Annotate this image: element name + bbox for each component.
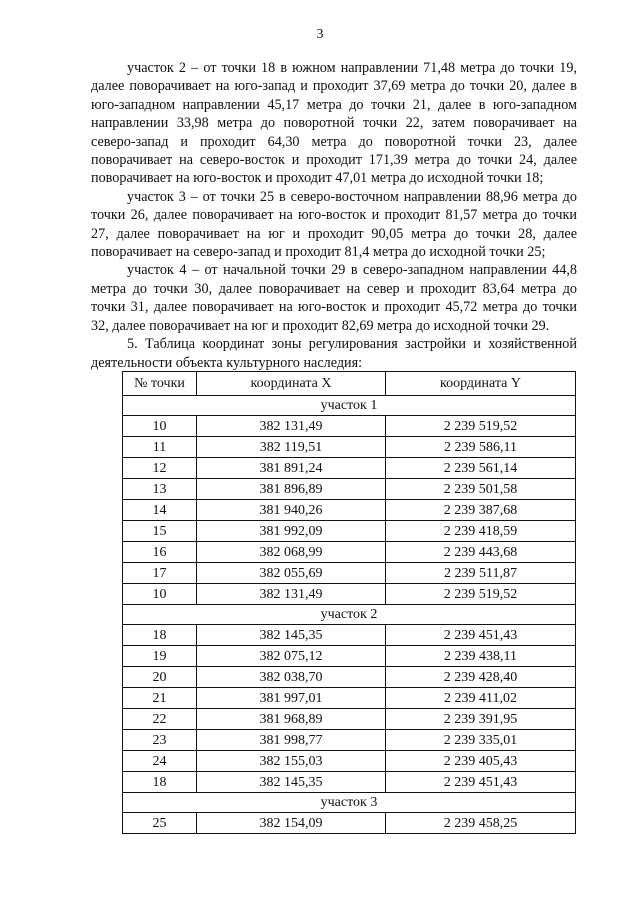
cell-point-number: 22 [123,709,197,730]
cell-coordinate-y: 2 239 405,43 [386,751,576,772]
cell-coordinate-x: 381 891,24 [197,458,386,479]
cell-coordinate-x: 381 998,77 [197,730,386,751]
table-row [123,625,576,646]
paragraph-section-3: участок 3 – от точки 25 в северо-восточном направлении 88,96 метра до точки 26, далее поворачивает на юго-восток и проходит 81,57 метра до точки 27, далее поворачивает на юг и проходит 90,05 метра до точки 28, далее поворачивает на северо-запад и проходит 81,4 метра до исходной точки 25; [91,188,577,261]
cell-point-number: 14 [123,500,197,521]
cell-point-number: 19 [123,646,197,667]
table-row [123,813,576,834]
cell-coordinate-x: 382 038,70 [197,667,386,688]
cell-coordinate-x: 382 131,49 [197,584,386,605]
table-row [123,500,576,521]
cell-coordinate-x: 382 055,69 [197,563,386,584]
coordinates-table [122,371,576,834]
cell-point-number: 17 [123,563,197,584]
cell-point-number: 23 [123,730,197,751]
cell-point-number: 10 [123,584,197,605]
cell-point-number: 24 [123,751,197,772]
header-coordinate-y: координата Y [386,372,576,396]
section-header-row [123,793,576,813]
table-row [123,667,576,688]
cell-coordinate-x: 382 155,03 [197,751,386,772]
table-row [123,772,576,793]
cell-coordinate-y: 2 239 443,68 [386,542,576,563]
cell-coordinate-y: 2 239 519,52 [386,416,576,437]
cell-coordinate-y: 2 239 438,11 [386,646,576,667]
table-row [123,563,576,584]
cell-coordinate-x: 382 068,99 [197,542,386,563]
cell-coordinate-y: 2 239 451,43 [386,772,576,793]
table-row [123,458,576,479]
cell-coordinate-y: 2 239 387,68 [386,500,576,521]
cell-coordinate-y: 2 239 335,01 [386,730,576,751]
table-row [123,646,576,667]
cell-coordinate-x: 382 145,35 [197,772,386,793]
cell-coordinate-y: 2 239 458,25 [386,813,576,834]
cell-point-number: 11 [123,437,197,458]
section-title: участок 3 [123,793,576,813]
section-title: участок 2 [123,605,576,625]
paragraph-table-intro: 5. Таблица координат зоны регулирования застройки и хозяйственной деятельности объекта культурного наследия: [91,336,577,371]
table-row [123,542,576,563]
cell-coordinate-y: 2 239 428,40 [386,667,576,688]
page-number: 3 [316,27,324,42]
section-header-row [123,396,576,416]
table-row [123,730,576,751]
table-body [123,396,576,834]
cell-coordinate-x: 381 896,89 [197,479,386,500]
cell-point-number: 16 [123,542,197,563]
table-row [123,709,576,730]
cell-coordinate-x: 382 131,49 [197,416,386,437]
cell-point-number: 12 [123,458,197,479]
cell-point-number: 20 [123,667,197,688]
cell-coordinate-x: 381 992,09 [197,521,386,542]
header-point-number: № точки [123,372,197,396]
paragraph-section-4: участок 4 – от начальной точки 29 в северо-западном направлении 44,8 метра до точки 30, далее поворачивает на север и проходит 83,64 метра до точки 31, далее поворачивает на юго-восток и проходит 45,72 метра до точки 32, далее поворачивает на юг и проходит 82,69 метра до исходной точки 29. [91,262,577,334]
paragraph-section-2: участок 2 – от точки 18 в южном направлении 71,48 метра до точки 19, далее поворачивает на юго-запад и проходит 37,69 метра до точки 20, далее в юго-западном направлении 45,17 метра до точки 21, далее в юго-западном направлении 33,98 метра до поворотной точки 22, затем поворачивает на северо-запад и проходит 64,30 метра до поворотной точки 23, далее поворачивает на северо-восток и проходит 171,39 метра до точки 24, далее поворачивает на юго-восток и проходит 47,01 метра до исходной точки 18; [91,60,577,187]
cell-coordinate-x: 382 154,09 [197,813,386,834]
cell-coordinate-x: 381 968,89 [197,709,386,730]
table-row [123,688,576,709]
cell-coordinate-x: 381 940,26 [197,500,386,521]
cell-coordinate-x: 382 145,35 [197,625,386,646]
cell-coordinate-x: 381 997,01 [197,688,386,709]
cell-coordinate-y: 2 239 519,52 [386,584,576,605]
table-row [123,521,576,542]
cell-coordinate-y: 2 239 561,14 [386,458,576,479]
cell-point-number: 21 [123,688,197,709]
table-row [123,751,576,772]
table-row [123,584,576,605]
cell-point-number: 25 [123,813,197,834]
table-header-row [123,372,576,396]
cell-coordinate-y: 2 239 511,87 [386,563,576,584]
cell-point-number: 15 [123,521,197,542]
section-title: участок 1 [123,396,576,416]
cell-coordinate-x: 382 075,12 [197,646,386,667]
cell-coordinate-x: 382 119,51 [197,437,386,458]
cell-coordinate-y: 2 239 418,59 [386,521,576,542]
cell-coordinate-y: 2 239 586,11 [386,437,576,458]
cell-point-number: 18 [123,625,197,646]
section-header-row [123,605,576,625]
cell-coordinate-y: 2 239 501,58 [386,479,576,500]
cell-point-number: 13 [123,479,197,500]
cell-coordinate-y: 2 239 411,02 [386,688,576,709]
header-coordinate-x: координата X [197,372,386,396]
cell-coordinate-y: 2 239 391,95 [386,709,576,730]
cell-point-number: 10 [123,416,197,437]
table-row [123,437,576,458]
table-row [123,479,576,500]
document-body [91,59,577,372]
cell-coordinate-y: 2 239 451,43 [386,625,576,646]
table-row [123,416,576,437]
cell-point-number: 18 [123,772,197,793]
